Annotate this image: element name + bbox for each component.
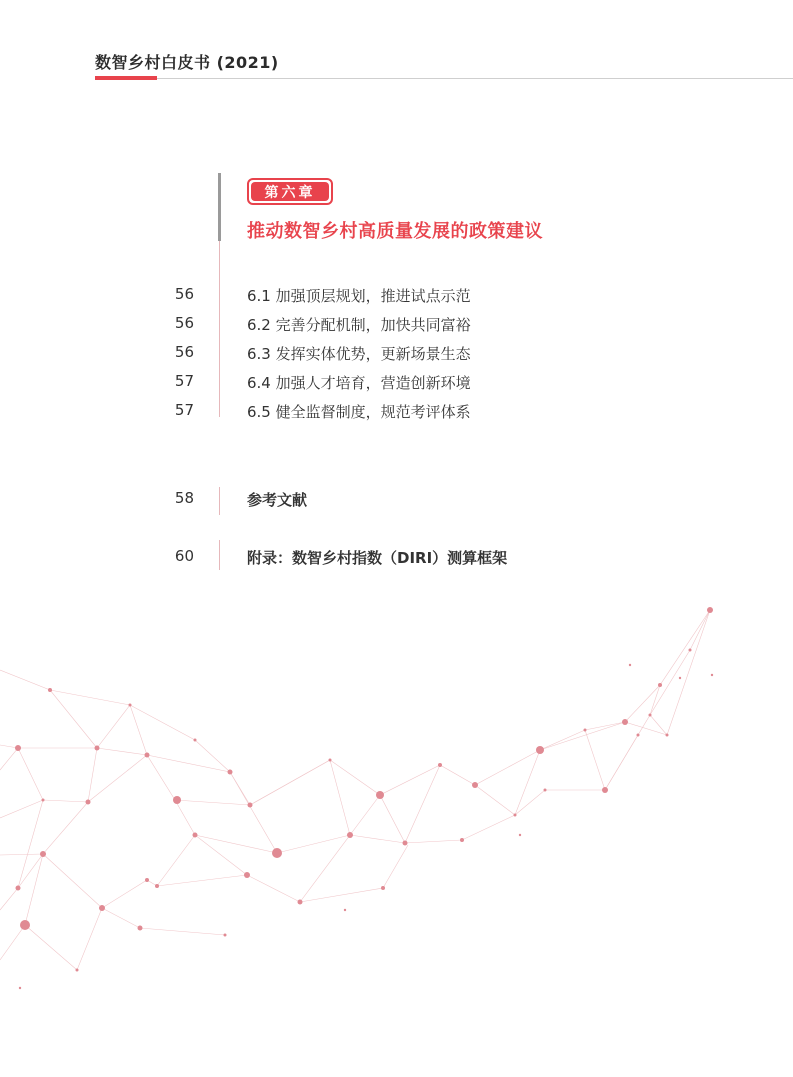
toc-entry[interactable] [0,314,793,338]
network-graphic [0,590,793,1077]
chapter-badge-label: 第六章 [251,182,329,201]
toc-page-number: 56 [174,314,194,332]
toc-page-number: 56 [174,343,194,361]
chapter-side-bar [218,173,221,241]
network-nodes [15,607,713,989]
header-rule [95,78,793,79]
toc-entry-label: 6.2 完善分配机制，加快共同富裕 [247,316,471,334]
toc-page-number: 57 [174,372,194,390]
toc-entry[interactable] [0,372,793,396]
toc-page-number: 60 [174,547,194,565]
toc-page-number: 56 [174,285,194,303]
chapter-badge [247,178,333,205]
chapter-title[interactable]: 推动数智乡村高质量发展的政策建议 [247,221,543,242]
header-accent-bar [95,76,157,80]
toc-entry-label: 6.5 健全监督制度，规范考评体系 [247,403,471,421]
document-title: 数智乡村白皮书 (2021) [95,53,279,72]
toc-entry-label: 附录：数智乡村指数（DIRI）测算框架 [247,549,508,567]
toc-entry-label: 6.4 加强人才培育，营造创新环境 [247,374,471,392]
toc-entry[interactable] [0,343,793,367]
toc-entry-label: 6.1 加强顶层规划，推进试点示范 [247,287,471,305]
toc-entry-label: 参考文献 [247,491,308,509]
toc-entry[interactable] [0,285,793,309]
toc-entry-label: 6.3 发挥实体优势，更新场景生态 [247,345,471,363]
toc-entry[interactable] [0,489,793,513]
toc-page-number: 57 [174,401,194,419]
toc-entry[interactable] [0,401,793,425]
toc-entry[interactable] [0,547,793,571]
toc-page-number: 58 [174,489,194,507]
